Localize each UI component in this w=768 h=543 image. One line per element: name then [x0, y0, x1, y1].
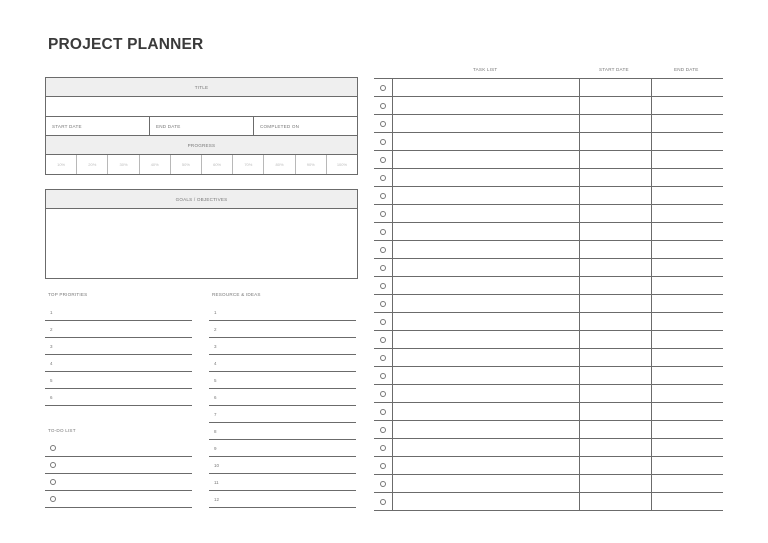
row-number: 2	[214, 326, 217, 332]
row-number: 1	[214, 309, 217, 315]
end-date-cell[interactable]	[652, 205, 723, 222]
task-checkbox-cell[interactable]	[374, 295, 393, 312]
checkbox-circle-icon[interactable]	[50, 479, 56, 485]
task-row	[374, 475, 723, 493]
checkbox-circle-icon[interactable]	[380, 139, 386, 145]
checkbox-circle-icon[interactable]	[380, 319, 386, 325]
checkbox-circle-icon[interactable]	[380, 121, 386, 127]
list-row[interactable]	[45, 321, 192, 338]
task-row	[374, 151, 723, 169]
row-number: 5	[214, 377, 217, 383]
task-checkbox-cell[interactable]	[374, 187, 393, 204]
progress-step[interactable]: 50%	[170, 155, 201, 174]
list-row[interactable]	[45, 304, 192, 321]
checkbox-circle-icon[interactable]	[50, 445, 56, 451]
end-date-field[interactable]	[149, 117, 253, 135]
list-row[interactable]	[209, 457, 356, 474]
task-checkbox-cell[interactable]	[374, 277, 393, 294]
start-date-cell[interactable]	[580, 205, 652, 222]
end-date-cell[interactable]	[652, 169, 723, 186]
list-row[interactable]	[45, 372, 192, 389]
row-number: 1	[50, 309, 53, 315]
task-row	[374, 295, 723, 313]
row-number: 8	[214, 428, 217, 434]
task-row	[374, 349, 723, 367]
start-date-cell[interactable]	[580, 349, 652, 366]
task-cell[interactable]	[393, 241, 580, 258]
task-cell[interactable]	[393, 133, 580, 150]
checkbox-circle-icon[interactable]	[380, 283, 386, 289]
end-date-cell[interactable]	[652, 79, 723, 96]
progress-track	[46, 155, 357, 174]
task-grid	[374, 78, 723, 511]
task-row	[374, 241, 723, 259]
start-date-cell[interactable]	[580, 169, 652, 186]
todo-list	[45, 428, 192, 510]
end-date-cell[interactable]	[652, 349, 723, 366]
dates-row	[46, 117, 357, 136]
checkbox-circle-icon[interactable]	[380, 445, 386, 451]
end-date-cell[interactable]	[652, 457, 723, 474]
goals-box	[45, 189, 358, 279]
task-checkbox-cell[interactable]	[374, 367, 393, 384]
start-date-cell[interactable]	[580, 223, 652, 240]
task-row	[374, 367, 723, 385]
start-date-cell[interactable]	[580, 403, 652, 420]
start-date-cell[interactable]	[580, 187, 652, 204]
row-number: 4	[50, 360, 53, 366]
page-title: PROJECT PLANNER	[48, 36, 204, 53]
list-row[interactable]	[209, 355, 356, 372]
end-date-cell[interactable]	[652, 241, 723, 258]
task-checkbox-cell[interactable]	[374, 439, 393, 456]
todo-row[interactable]	[45, 440, 192, 457]
task-checkbox-cell[interactable]	[374, 79, 393, 96]
checkbox-circle-icon[interactable]	[380, 301, 386, 307]
task-checkbox-cell[interactable]	[374, 151, 393, 168]
task-checkbox-cell[interactable]	[374, 385, 393, 402]
start-date-cell[interactable]	[580, 259, 652, 276]
end-date-label: END DATE	[156, 123, 181, 129]
end-date-cell[interactable]	[652, 475, 723, 492]
start-date-cell[interactable]	[580, 313, 652, 330]
start-date-cell[interactable]	[580, 277, 652, 294]
row-number: 2	[50, 326, 53, 332]
start-date-cell[interactable]	[580, 115, 652, 132]
end-date-cell[interactable]	[652, 187, 723, 204]
checkbox-circle-icon[interactable]	[380, 499, 386, 505]
checkbox-circle-icon[interactable]	[380, 373, 386, 379]
task-checkbox-cell[interactable]	[374, 223, 393, 240]
end-date-cell[interactable]	[652, 403, 723, 420]
task-checkbox-cell[interactable]	[374, 241, 393, 258]
start-date-cell[interactable]	[580, 367, 652, 384]
completed-on-field[interactable]	[253, 117, 357, 135]
task-checkbox-cell[interactable]	[374, 493, 393, 510]
start-date-cell[interactable]	[580, 439, 652, 456]
progress-step[interactable]: 90%	[295, 155, 326, 174]
row-number: 9	[214, 445, 217, 451]
task-checkbox-cell[interactable]	[374, 475, 393, 492]
progress-step[interactable]: 40%	[139, 155, 170, 174]
task-row	[374, 313, 723, 331]
task-checkbox-cell[interactable]	[374, 259, 393, 276]
task-cell[interactable]	[393, 313, 580, 330]
task-row	[374, 79, 723, 97]
title-header	[46, 78, 357, 97]
task-row	[374, 133, 723, 151]
goals-header	[46, 190, 357, 209]
task-row	[374, 331, 723, 349]
checkbox-circle-icon[interactable]	[50, 462, 56, 468]
checkbox-circle-icon[interactable]	[380, 103, 386, 109]
task-row	[374, 457, 723, 475]
task-checkbox-cell[interactable]	[374, 133, 393, 150]
task-checkbox-cell[interactable]	[374, 115, 393, 132]
todo-row[interactable]	[45, 474, 192, 491]
task-cell[interactable]	[393, 79, 580, 96]
task-cell[interactable]	[393, 349, 580, 366]
list-row[interactable]	[209, 338, 356, 355]
task-checkbox-cell[interactable]	[374, 169, 393, 186]
end-date-cell[interactable]	[652, 115, 723, 132]
resources-list	[209, 292, 356, 510]
task-checkbox-cell[interactable]	[374, 421, 393, 438]
end-date-cell[interactable]	[652, 493, 723, 510]
list-row[interactable]	[45, 355, 192, 372]
checkbox-circle-icon[interactable]	[380, 157, 386, 163]
checkbox-circle-icon[interactable]	[380, 193, 386, 199]
task-list-header: TASK LIST	[473, 67, 498, 72]
task-cell[interactable]	[393, 295, 580, 312]
task-row	[374, 169, 723, 187]
todo-row[interactable]	[45, 491, 192, 508]
task-checkbox-cell[interactable]	[374, 331, 393, 348]
task-cell[interactable]	[393, 151, 580, 168]
checkbox-circle-icon[interactable]	[380, 247, 386, 253]
end-date-cell[interactable]	[652, 439, 723, 456]
checkbox-circle-icon[interactable]	[380, 175, 386, 181]
end-date-cell[interactable]	[652, 385, 723, 402]
row-number: 5	[50, 377, 53, 383]
task-checkbox-cell[interactable]	[374, 205, 393, 222]
end-date-cell[interactable]	[652, 313, 723, 330]
start-date-cell[interactable]	[580, 493, 652, 510]
title-label: TITLE	[194, 84, 209, 90]
start-date-cell[interactable]	[580, 295, 652, 312]
checkbox-circle-icon[interactable]	[380, 229, 386, 235]
row-number: 4	[214, 360, 217, 366]
end-date-cell[interactable]	[652, 331, 723, 348]
project-info-box	[45, 77, 358, 175]
task-cell[interactable]	[393, 367, 580, 384]
top-priorities-label: TOP PRIORITIES	[48, 292, 88, 297]
task-row	[374, 277, 723, 295]
checkbox-circle-icon[interactable]	[380, 463, 386, 469]
list-row[interactable]	[45, 389, 192, 406]
task-checkbox-cell[interactable]	[374, 349, 393, 366]
list-row[interactable]	[209, 491, 356, 508]
task-row	[374, 385, 723, 403]
task-row	[374, 223, 723, 241]
task-cell[interactable]	[393, 475, 580, 492]
task-cell[interactable]	[393, 457, 580, 474]
row-number: 11	[214, 479, 219, 485]
title-field[interactable]	[46, 97, 357, 117]
progress-step[interactable]: 70%	[232, 155, 263, 174]
end-date-cell[interactable]	[652, 259, 723, 276]
end-date-cell[interactable]	[652, 223, 723, 240]
end-date-cell[interactable]	[652, 133, 723, 150]
goals-label: GOALS / OBJECTIVES	[175, 196, 228, 202]
checkbox-circle-icon[interactable]	[380, 85, 386, 91]
checkbox-circle-icon[interactable]	[380, 355, 386, 361]
row-number: 3	[50, 343, 53, 349]
task-row	[374, 403, 723, 421]
task-row	[374, 493, 723, 511]
task-checkbox-cell[interactable]	[374, 457, 393, 474]
row-number: 10	[214, 462, 220, 468]
progress-step[interactable]: 30%	[107, 155, 138, 174]
progress-step[interactable]: 10%	[57, 162, 66, 167]
task-row	[374, 187, 723, 205]
end-date-cell[interactable]	[652, 151, 723, 168]
end-date-header: END DATE	[674, 67, 699, 72]
start-date-cell[interactable]	[580, 475, 652, 492]
end-date-cell[interactable]	[652, 97, 723, 114]
row-number: 6	[50, 394, 53, 400]
end-date-cell[interactable]	[652, 295, 723, 312]
checkbox-circle-icon[interactable]	[50, 496, 56, 502]
progress-label: PROGRESS	[187, 142, 216, 148]
task-cell[interactable]	[393, 403, 580, 420]
task-cell[interactable]	[393, 421, 580, 438]
task-row	[374, 97, 723, 115]
task-row	[374, 205, 723, 223]
list-row[interactable]	[209, 304, 356, 321]
checkbox-circle-icon[interactable]	[380, 211, 386, 217]
list-row[interactable]	[209, 389, 356, 406]
progress-step[interactable]: 80%	[263, 155, 294, 174]
row-number: 7	[214, 411, 217, 417]
task-cell[interactable]	[393, 439, 580, 456]
progress-header	[46, 136, 357, 155]
task-row	[374, 439, 723, 457]
checkbox-circle-icon[interactable]	[380, 337, 386, 343]
list-row[interactable]	[209, 423, 356, 440]
row-number: 6	[214, 394, 217, 400]
checkbox-circle-icon[interactable]	[380, 481, 386, 487]
start-date-cell[interactable]	[580, 133, 652, 150]
task-cell[interactable]	[393, 223, 580, 240]
todo-row[interactable]	[45, 457, 192, 474]
resources-label: RESOURCE & IDEAS	[212, 292, 261, 297]
task-checkbox-cell[interactable]	[374, 313, 393, 330]
start-date-cell[interactable]	[580, 421, 652, 438]
task-cell[interactable]	[393, 277, 580, 294]
list-row[interactable]	[209, 406, 356, 423]
end-date-cell[interactable]	[652, 367, 723, 384]
start-date-label: START DATE	[52, 123, 82, 129]
task-cell[interactable]	[393, 259, 580, 276]
progress-step[interactable]: 60%	[201, 155, 232, 174]
task-cell[interactable]	[393, 205, 580, 222]
task-cell[interactable]	[393, 115, 580, 132]
start-date-cell[interactable]	[580, 79, 652, 96]
end-date-cell[interactable]	[652, 421, 723, 438]
start-date-cell[interactable]	[580, 331, 652, 348]
task-row	[374, 115, 723, 133]
task-row	[374, 421, 723, 439]
end-date-cell[interactable]	[652, 277, 723, 294]
completed-on-label: COMPLETED ON	[260, 123, 300, 129]
top-priorities-list	[45, 292, 192, 408]
row-number: 3	[214, 343, 217, 349]
start-date-header: START DATE	[599, 67, 629, 72]
task-checkbox-cell[interactable]	[374, 403, 393, 420]
checkbox-circle-icon[interactable]	[380, 391, 386, 397]
goals-field[interactable]	[46, 209, 357, 278]
task-row	[374, 259, 723, 277]
start-date-cell[interactable]	[580, 241, 652, 258]
task-checkbox-cell[interactable]	[374, 97, 393, 114]
task-cell[interactable]	[393, 97, 580, 114]
task-cell[interactable]	[393, 187, 580, 204]
start-date-cell[interactable]	[580, 97, 652, 114]
progress-step[interactable]: 100%	[326, 155, 357, 174]
list-row[interactable]	[209, 440, 356, 457]
checkbox-circle-icon[interactable]	[380, 427, 386, 433]
start-date-cell[interactable]	[580, 151, 652, 168]
start-date-cell[interactable]	[580, 457, 652, 474]
list-row[interactable]	[209, 321, 356, 338]
task-cell[interactable]	[393, 331, 580, 348]
task-cell[interactable]	[393, 169, 580, 186]
list-row[interactable]	[45, 338, 192, 355]
progress-step[interactable]: 20%	[76, 155, 107, 174]
start-date-field[interactable]	[46, 117, 149, 135]
list-row[interactable]	[209, 474, 356, 491]
checkbox-circle-icon[interactable]	[380, 409, 386, 415]
checkbox-circle-icon[interactable]	[380, 265, 386, 271]
task-cell[interactable]	[393, 493, 580, 510]
list-row[interactable]	[209, 372, 356, 389]
start-date-cell[interactable]	[580, 385, 652, 402]
row-number: 12	[214, 496, 220, 502]
task-cell[interactable]	[393, 385, 580, 402]
todo-label: TO-DO LIST	[48, 428, 76, 433]
